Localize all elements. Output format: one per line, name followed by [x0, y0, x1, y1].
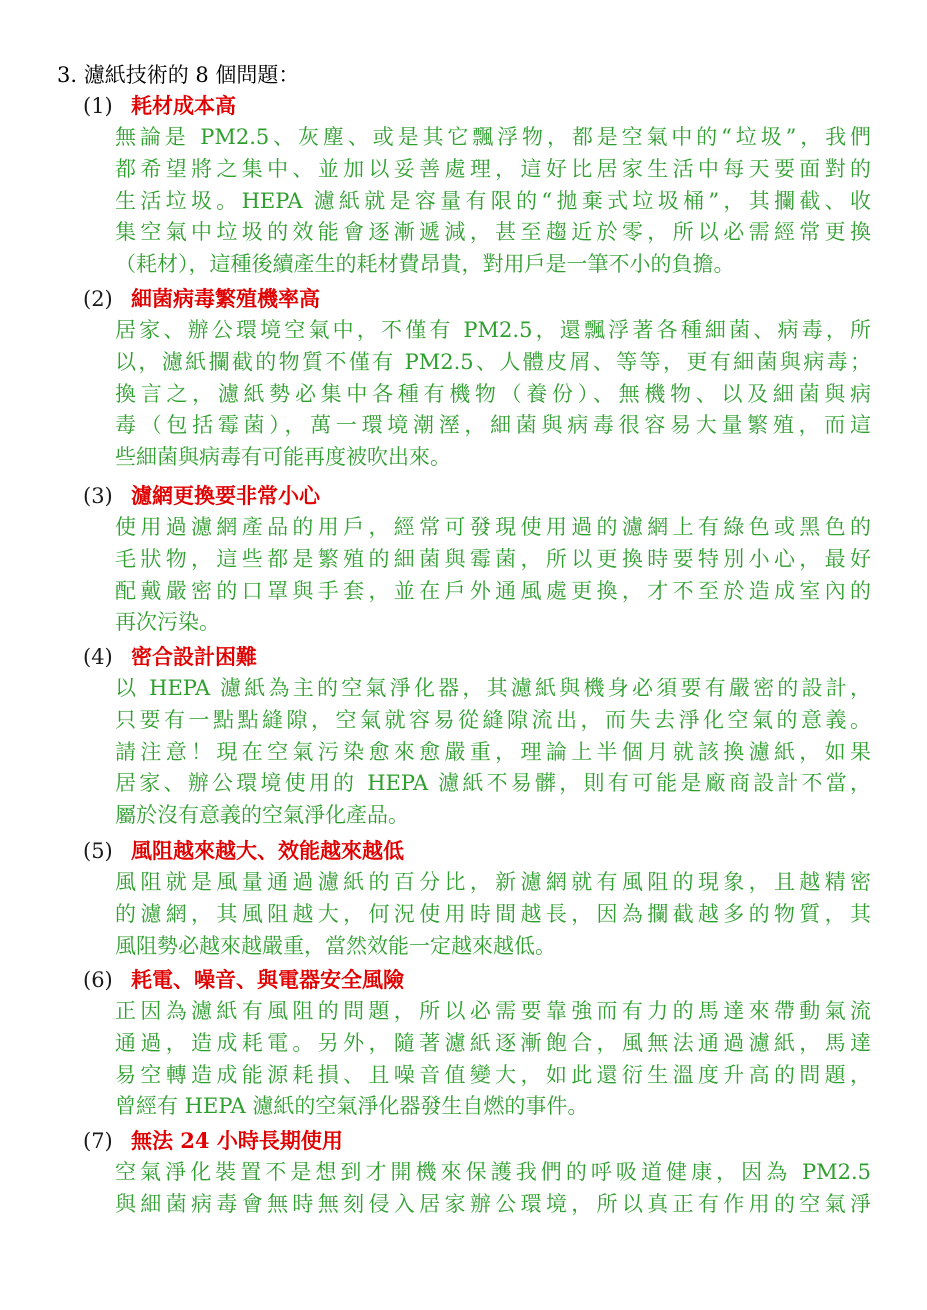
body-text-line: 集空氣中垃圾的效能會逐漸遞減，甚至趨近於零，所以必需經常更換 — [115, 220, 871, 245]
problem-number: (1) — [83, 94, 113, 118]
body-text-line: 居家、辦公環境空氣中，不僅有 PM2.5，還飄浮著各種細菌、病毒，所 — [115, 318, 871, 342]
body-text-line: 正因為濾紙有風阻的問題，所以必需要靠強而有力的馬達來帶動氣流 — [115, 999, 871, 1023]
problem-item — [83, 641, 883, 832]
problem-body — [115, 996, 871, 1123]
body-text-line: 只要有一點點縫隙，空氣就容易從縫隙流出，而失去淨化空氣的意義。 — [115, 707, 871, 732]
body-text-line: 毒（包括霉菌），萬一環境潮溼，細菌與病毒很容易大量繁殖，而這 — [115, 413, 871, 438]
problem-title: 密合設計困難 — [131, 644, 257, 669]
problem-number: (3) — [83, 484, 113, 508]
problem-item — [83, 835, 883, 962]
problem-number: (6) — [83, 968, 113, 992]
problem-title: 風阻越來越大、效能越來越低 — [131, 838, 404, 863]
problem-body — [115, 512, 871, 639]
body-text-line: 通過，造成耗電。另外，隨著濾紙逐漸飽合，風無法通過濾紙，馬達 — [115, 1030, 871, 1055]
problem-item — [83, 283, 883, 474]
problem-title: 細菌病毒繁殖機率高 — [131, 286, 320, 311]
problem-number: (5) — [83, 839, 113, 863]
body-text-line: 曾經有 HEPA 濾紙的空氣淨化器發生自燃的事件。 — [115, 1094, 589, 1119]
body-text-line: 再次污染。 — [115, 610, 220, 635]
problem-item — [83, 480, 883, 639]
section-title: 3. 濾紙技術的 8 個問題： — [57, 63, 300, 87]
problem-title: 耗材成本高 — [131, 93, 236, 118]
problem-body — [115, 315, 871, 474]
problem-title: 濾網更換要非常小心 — [131, 483, 320, 508]
problem-body — [115, 1157, 871, 1221]
body-text-line: 屬於沒有意義的空氣淨化產品。 — [115, 803, 409, 828]
body-text-line: 空氣淨化裝置不是想到才開機來保護我們的呼吸道健康，因為 PM2.5 — [115, 1160, 871, 1184]
body-text-line: （耗材），這種後續產生的耗材費昂貴，對用戶是一筆不小的負擔。 — [115, 252, 735, 277]
body-text-line: 以 HEPA 濾紙為主的空氣淨化器，其濾紙與機身必須要有嚴密的設計， — [115, 676, 871, 700]
body-text-line: 換言之，濾紙勢必集中各種有機物（養份）、無機物、以及細菌與病 — [115, 381, 871, 406]
problem-number: (4) — [83, 645, 113, 669]
body-text-line: 配戴嚴密的口罩與手套，並在戶外通風處更換，才不至於造成室內的 — [115, 578, 871, 603]
body-text-line: 都希望將之集中、並加以妥善處理，這好比居家生活中每天要面對的 — [115, 156, 871, 181]
problem-heading — [83, 1125, 883, 1157]
problem-heading — [83, 964, 883, 996]
problem-heading — [83, 835, 883, 867]
body-text-line: 居家、辦公環境使用的 HEPA 濾紙不易髒，則有可能是廠商設計不當， — [115, 771, 871, 796]
body-text-line: 請注意！現在空氣污染愈來愈嚴重，理論上半個月就該換濾紙，如果 — [115, 739, 871, 764]
problem-body — [115, 122, 871, 281]
problem-number: (7) — [83, 1129, 113, 1153]
problem-body — [115, 867, 871, 962]
problem-item — [83, 964, 883, 1123]
problem-title: 耗電、噪音、與電器安全風險 — [131, 967, 404, 992]
problem-item — [83, 1125, 883, 1221]
body-text-line: 風阻就是風量通過濾紙的百分比，新濾網就有風阻的現象，且越精密 — [115, 870, 871, 894]
body-text-line: 易空轉造成能源耗損、且噪音值變大，如此還衍生溫度升高的問題， — [115, 1062, 871, 1087]
problem-heading — [83, 283, 883, 315]
problem-body — [115, 673, 871, 832]
body-text-line: 些細菌與病毒有可能再度被吹出來。 — [115, 445, 451, 470]
problem-title: 無法 24 小時長期使用 — [131, 1128, 343, 1153]
body-text-line: 風阻勢必越來越嚴重，當然效能一定越來越低。 — [115, 933, 556, 958]
problem-item — [83, 90, 883, 281]
problem-heading — [83, 641, 883, 673]
body-text-line: 無論是 PM2.5、灰塵、或是其它飄浮物，都是空氣中的“垃圾”，我們 — [115, 125, 871, 149]
body-text-line: 與細菌病毒會無時無刻侵入居家辦公環境，所以真正有作用的空氣淨 — [115, 1191, 871, 1216]
problem-heading — [83, 90, 883, 122]
body-text-line: 以，濾紙攔截的物質不僅有 PM2.5、人體皮屑、等等，更有細菌與病毒； — [115, 349, 871, 374]
problem-heading — [83, 480, 883, 512]
body-text-line: 使用過濾網產品的用戶，經常可發現使用過的濾網上有綠色或黑色的 — [115, 515, 871, 539]
problem-number: (2) — [83, 287, 113, 311]
body-text-line: 毛狀物，這些都是繁殖的細菌與霉菌，所以更換時要特別小心，最好 — [115, 546, 871, 571]
body-text-line: 生活垃圾。HEPA 濾紙就是容量有限的“拋棄式垃圾桶”，其攔截、收 — [115, 188, 871, 213]
body-text-line: 的濾網，其風阻越大，何況使用時間越長，因為攔截越多的物質，其 — [115, 901, 871, 926]
